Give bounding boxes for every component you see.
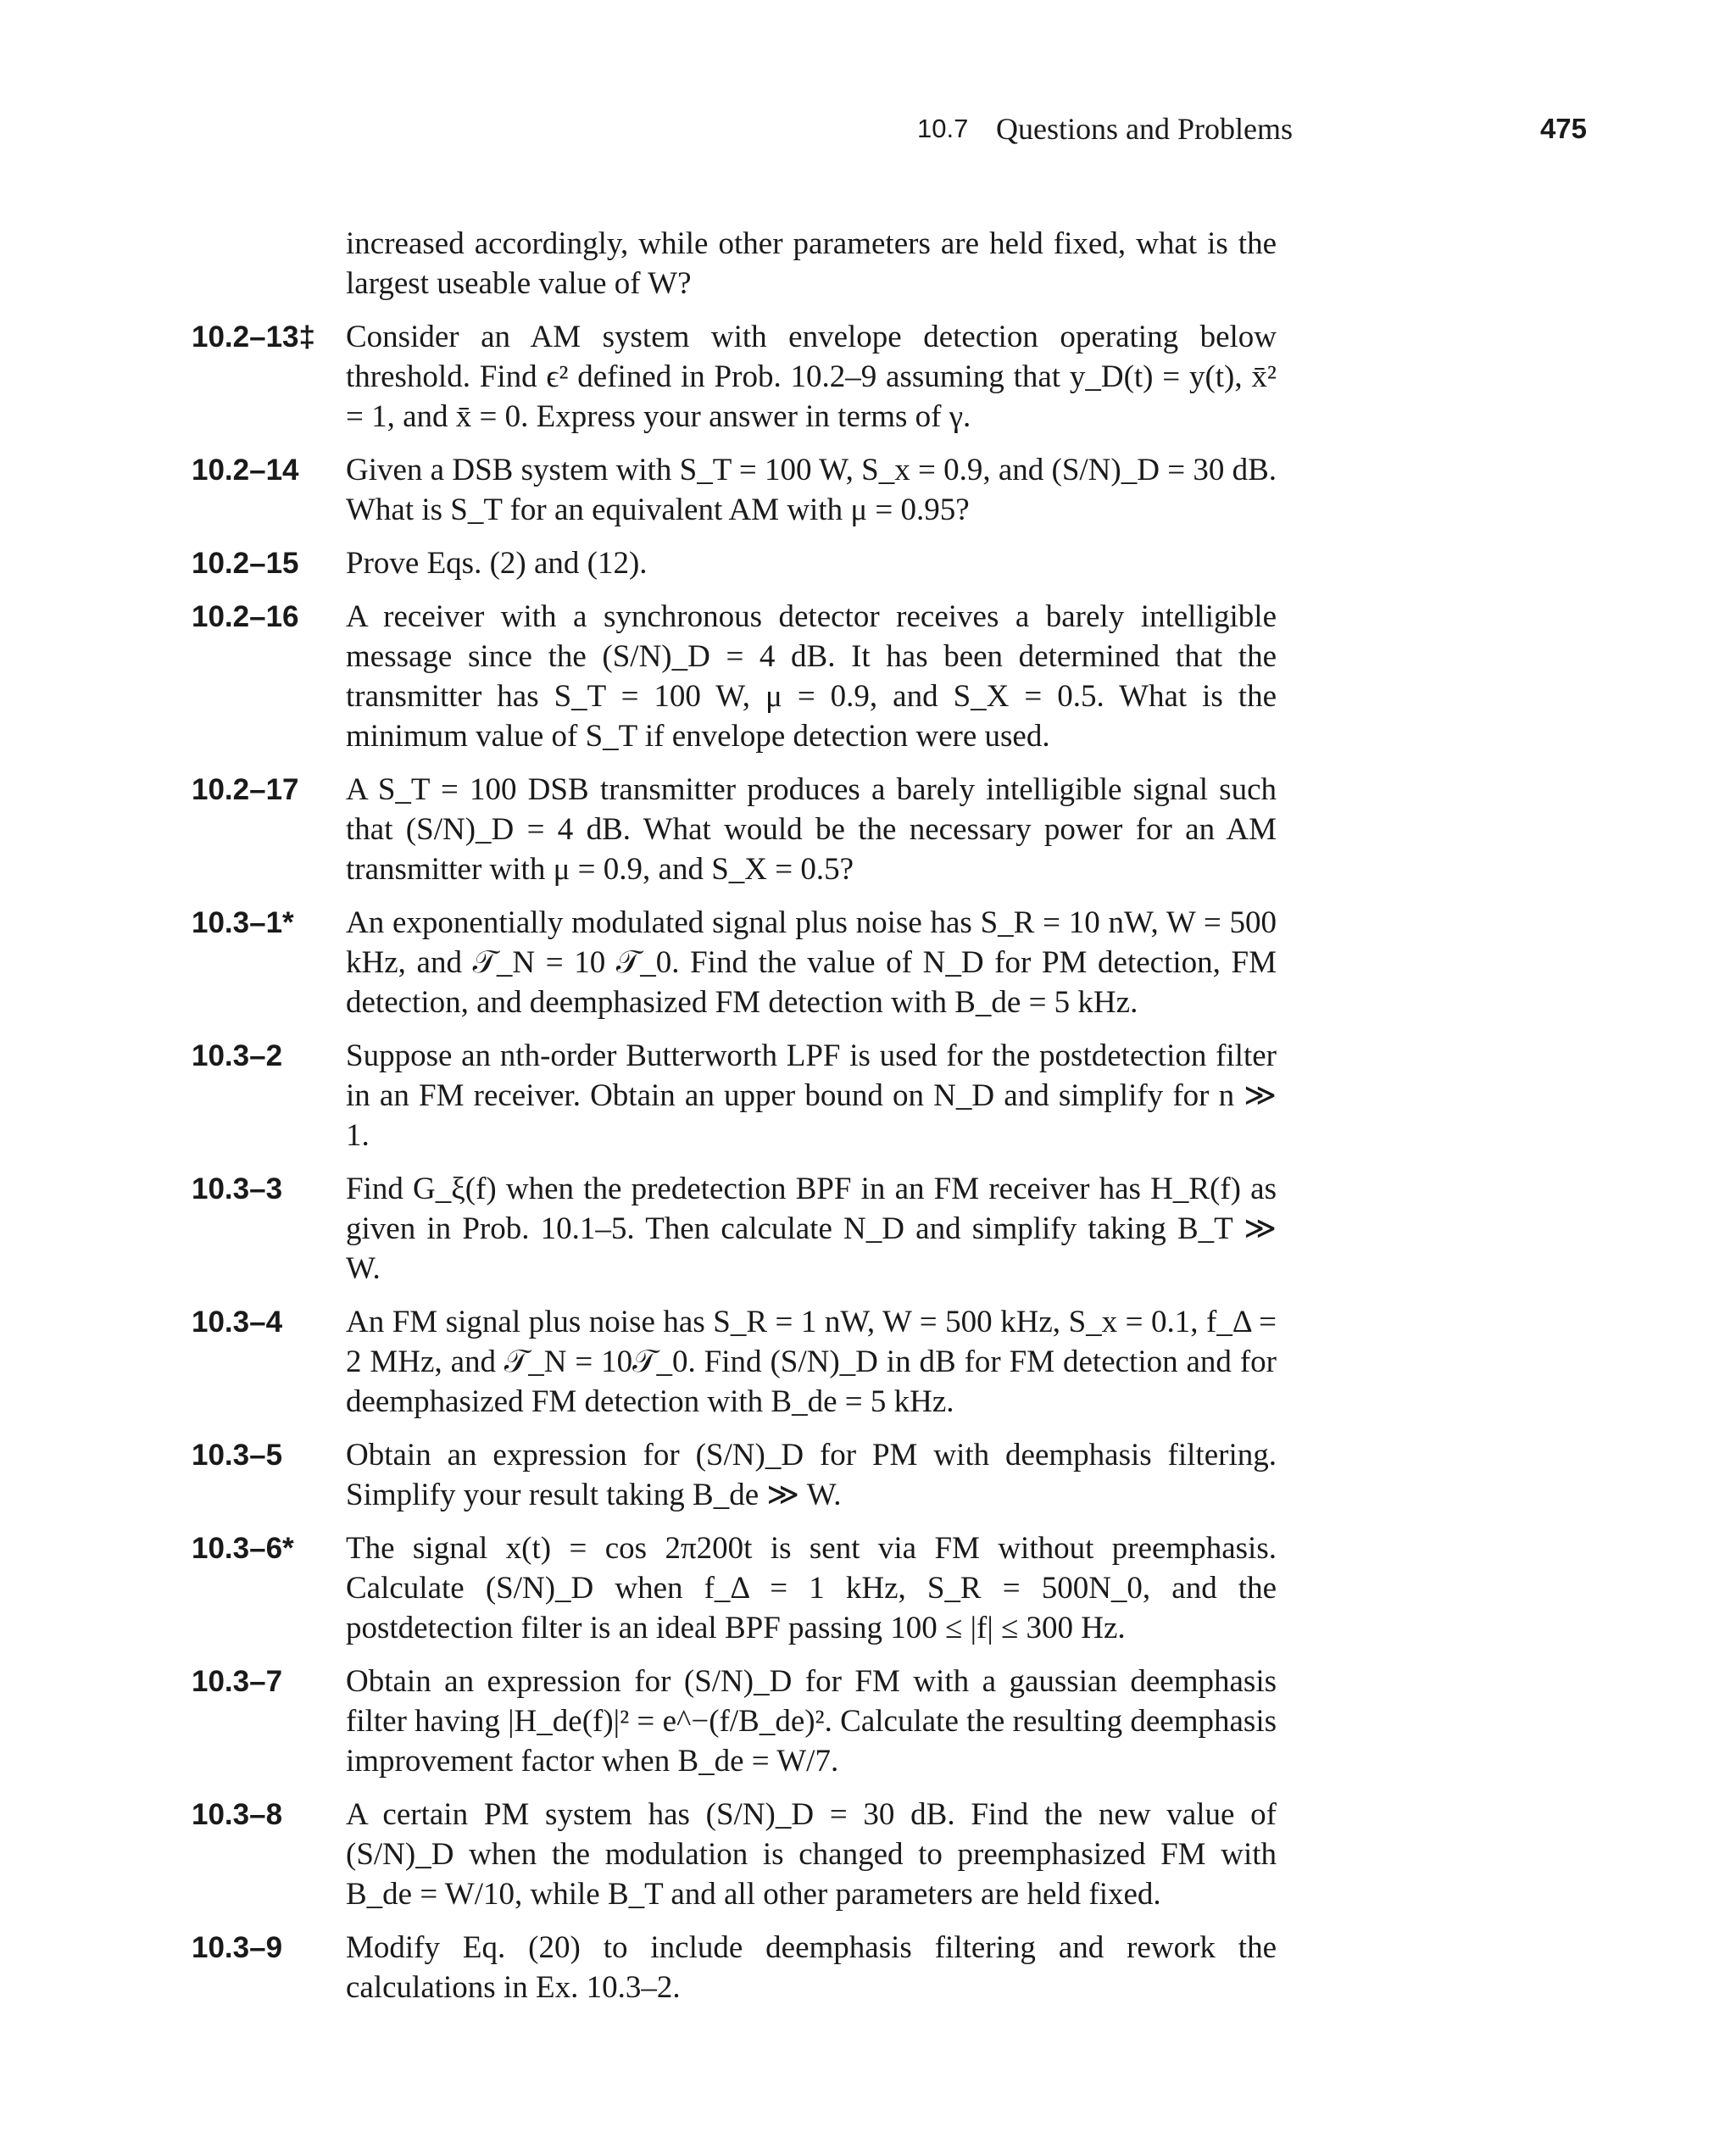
problem-number: 10.3–3 bbox=[192, 1172, 283, 1205]
problem-item bbox=[0, 597, 1736, 756]
problem-text: Find G_ξ(f) when the predetection BPF in an FM receiver has H_R(f) as given in Prob. 10.1–5. Then calculate N_D and simplify taking B_T ≫ W. bbox=[346, 1172, 1277, 1286]
problem-number: 10.2–17 bbox=[192, 773, 299, 806]
problem-number: 10.3–5 bbox=[192, 1439, 283, 1472]
problem-item bbox=[0, 543, 1736, 583]
problem-item bbox=[0, 450, 1736, 530]
section-number: 10.7 bbox=[917, 114, 969, 143]
problem-item bbox=[0, 1928, 1736, 2007]
problem-text: The signal x(t) = cos 2π200t is sent via FM without preemphasis. Calculate (S/N)_D when f_Δ = 1 kHz, S_R = 500N_0, and the postdetection filter is an ideal BPF passing 100 ≤ |f| ≤ 300 Hz. bbox=[346, 1531, 1277, 1645]
problem-number: 10.3–2 bbox=[192, 1039, 283, 1072]
problem-text: Given a DSB system with S_T = 100 W, S_x = 0.9, and (S/N)_D = 30 dB. What is S_T for an equivalent AM with μ = 0.95? bbox=[346, 453, 1277, 527]
problem-text: A receiver with a synchronous detector receives a barely intelligible message since the (S/N)_D = 4 dB. It has been determined that the transmitter has S_T = 100 W, μ = 0.9, and S_X = 0.5. What is the minimum value of S_T if envelope detection were used. bbox=[346, 599, 1277, 754]
problem-number: 10.2–13‡ bbox=[192, 320, 315, 354]
problem-item bbox=[0, 1169, 1736, 1289]
problem-number: 10.2–14 bbox=[192, 454, 299, 487]
problem-number: 10.3–8 bbox=[192, 1798, 283, 1831]
problem-continuation-text: increased accordingly, while other parameters are held fixed, what is the largest useable value of W? bbox=[346, 226, 1277, 301]
problem-number: 10.3–7 bbox=[192, 1665, 283, 1698]
problem-text: Prove Eqs. (2) and (12). bbox=[346, 546, 648, 581]
running-header bbox=[0, 109, 1736, 149]
problem-continuation bbox=[0, 224, 1736, 303]
problem-number: 10.3–4 bbox=[192, 1306, 283, 1339]
problem-text: A S_T = 100 DSB transmitter produces a barely intelligible signal such that (S/N)_D = 4 dB. What would be the necessary power for an AM transmitter with μ = 0.9, and S_X = 0.5? bbox=[346, 772, 1277, 887]
problem-text: Suppose an nth-order Butterworth LPF is used for the postdetection filter in an FM receiver. Obtain an upper bound on N_D and simplify for n ≫ 1. bbox=[346, 1038, 1277, 1153]
section-title: Questions and Problems bbox=[996, 112, 1293, 146]
problem-text: An exponentially modulated signal plus noise has S_R = 10 nW, W = 500 kHz, and 𝒯_N = 10 𝒯_0. Find the value of N_D for PM detection, FM detection, and deemphasized FM detection with B_de = 5 kHz. bbox=[346, 905, 1277, 1020]
problem-item bbox=[0, 317, 1736, 437]
problem-item bbox=[0, 770, 1736, 889]
problem-item bbox=[0, 1528, 1736, 1648]
problem-number: 10.3–6* bbox=[192, 1532, 294, 1565]
problem-item bbox=[0, 1662, 1736, 1781]
problem-item bbox=[0, 1036, 1736, 1155]
problem-text: A certain PM system has (S/N)_D = 30 dB. Find the new value of (S/N)_D when the modulation is changed to preemphasized FM with B_de = W/10, while B_T and all other parameters are held fixed. bbox=[346, 1797, 1277, 1912]
problem-number: 10.2–16 bbox=[192, 600, 299, 633]
page-number: 475 bbox=[1539, 113, 1587, 144]
problem-item bbox=[0, 1302, 1736, 1422]
problem-number: 10.3–1* bbox=[192, 906, 294, 939]
problem-item bbox=[0, 1795, 1736, 1914]
problem-text: Consider an AM system with envelope detection operating below threshold. Find ϵ² defined in Prob. 10.2–9 assuming that y_D(t) = y(t), x̄² = 1, and x̄ = 0. Express your answer in terms of γ. bbox=[346, 320, 1277, 434]
problem-number: 10.2–15 bbox=[192, 547, 299, 580]
problem-item bbox=[0, 903, 1736, 1022]
problem-list bbox=[0, 224, 1736, 2021]
problem-text: Obtain an expression for (S/N)_D for FM with a gaussian deemphasis filter having |H_de(f)|² = e^−(f/B_de)². Calculate the resulting deemphasis improvement factor when B_de = W/7. bbox=[346, 1664, 1277, 1779]
problem-text: Modify Eq. (20) to include deemphasis filtering and rework the calculations in Ex. 10.3–2. bbox=[346, 1930, 1277, 2005]
problem-text: Obtain an expression for (S/N)_D for PM with deemphasis filtering. Simplify your result taking B_de ≫ W. bbox=[346, 1438, 1277, 1512]
problem-item bbox=[0, 1435, 1736, 1515]
problem-number: 10.3–9 bbox=[192, 1931, 283, 1964]
problem-text: An FM signal plus noise has S_R = 1 nW, W = 500 kHz, S_x = 0.1, f_Δ = 2 MHz, and 𝒯_N = 10𝒯_0. Find (S/N)_D in dB for FM detection and for deemphasized FM detection with B_de = 5 kHz. bbox=[346, 1305, 1277, 1419]
